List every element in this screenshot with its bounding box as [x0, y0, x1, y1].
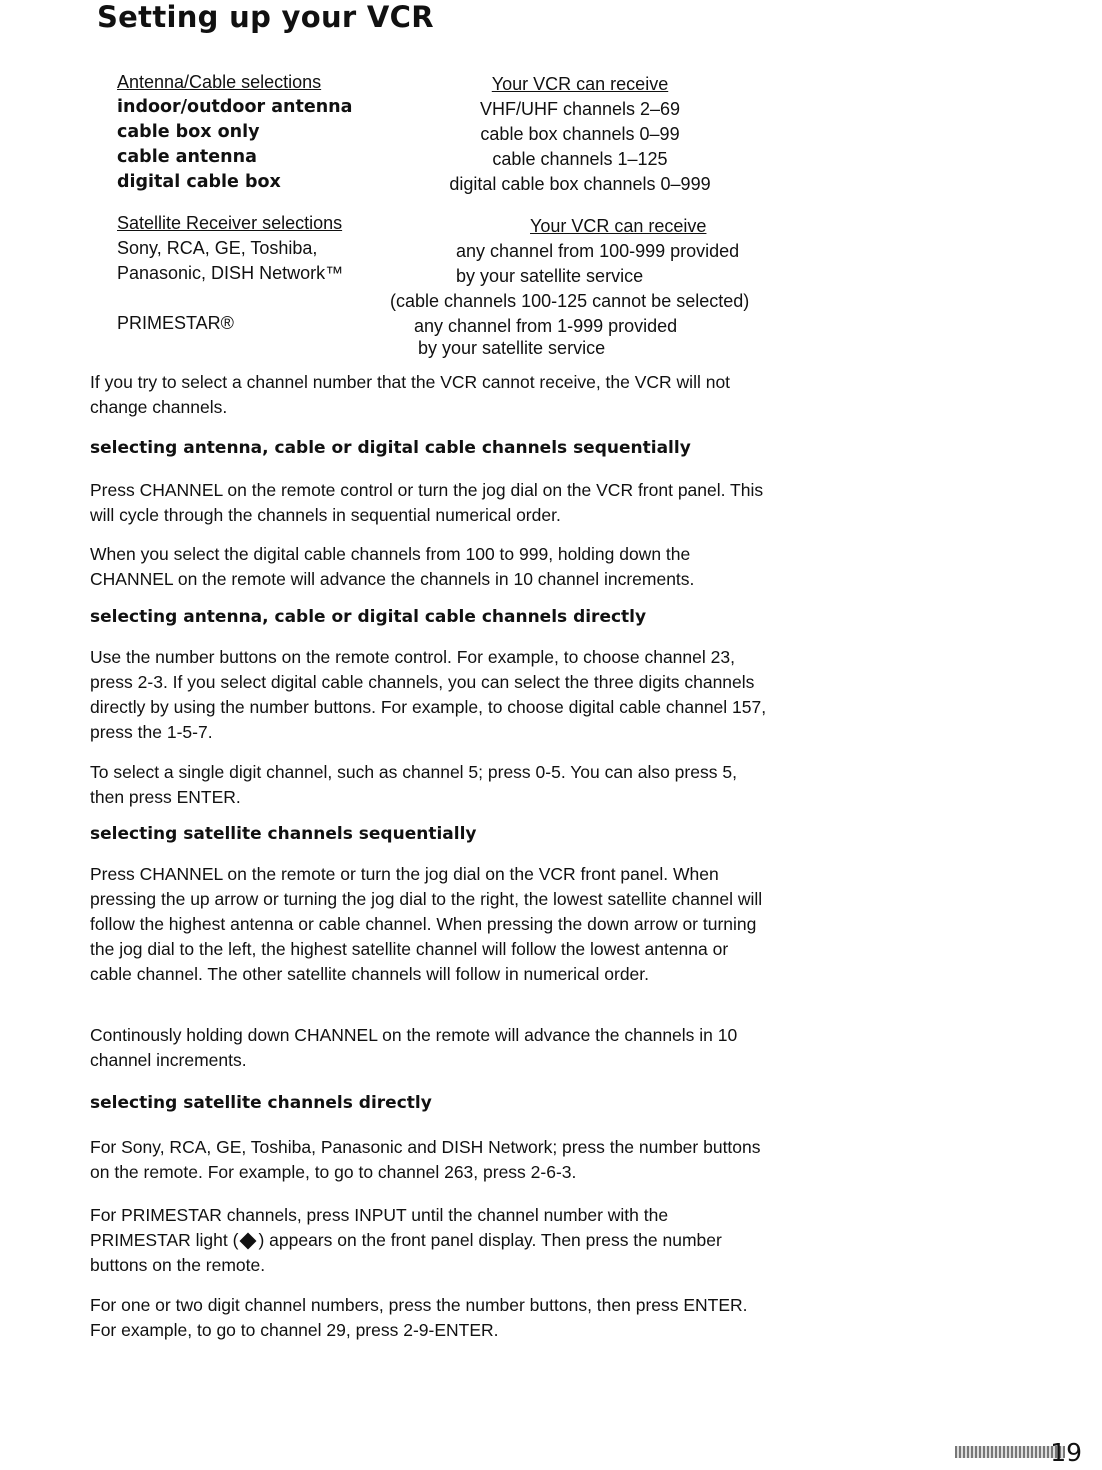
section-heading: selecting antenna, cable or digital cable channels directly: [90, 607, 647, 627]
body-paragraph: For one or two digit channel numbers, press the number buttons, then press ENTER. For example, to go to channel 29, press 2-9-ENTER.: [90, 1295, 748, 1340]
satellite-option: Panasonic, DISH Network™: [117, 263, 344, 283]
body-paragraph: Press CHANNEL on the remote or turn the jog dial on the VCR front panel. When pressing the up arrow or turning the jog dial to the right, the lowest satellite channel will follow the highest antenna or cable channel. When pressing the down arrow or turning the jog dial to the left, the highest satellite channel will follow the lowest antenna or cable channel. The other satellite channels will follow in numerical order.: [90, 864, 763, 984]
section-heading: selecting satellite channels directly: [90, 1093, 432, 1113]
satellite-receive: any channel from 100-999 provided: [456, 241, 740, 261]
decorative-bar: [955, 1446, 1065, 1458]
body-paragraph: Continously holding down CHANNEL on the remote will advance the channels in 10 channel increments.: [90, 1025, 738, 1070]
body-paragraph: Press CHANNEL on the remote control or turn the jog dial on the VCR front panel. This will cycle through the channels in sequential numerical order.: [90, 480, 764, 525]
antenna-receive: VHF/UHF channels 2–69: [479, 99, 681, 119]
primestar-text-after: ) appears on the front panel display. Then press the number buttons on the remote.: [90, 1230, 722, 1275]
satellite-receive-note: (cable channels 100-125 cannot be selected): [390, 291, 750, 311]
body-paragraph: For Sony, RCA, GE, Toshiba, Panasonic and DISH Network; press the number buttons on the remote. For example, to go to channel 263, press 2-6-3.: [90, 1137, 761, 1182]
primestar-text-before: For PRIMESTAR channels, press INPUT until the channel number with the PRIMESTAR light (: [90, 1205, 669, 1250]
body-paragraph: Use the number buttons on the remote control. For example, to choose channel 23, press 2-3. If you select digital cable channels, you can select the three digits channels directly by using the number buttons. For example, to choose digital cable channel 157, press the 1-5-7.: [90, 647, 767, 742]
primestar-paragraph: [90, 1203, 770, 1278]
intro-paragraph: If you try to select a channel number that the VCR cannot receive, the VCR will not change channels.: [90, 372, 731, 417]
body-paragraph: To select a single digit channel, such as channel 5; press 0-5. You can also press 5, then press ENTER.: [90, 762, 737, 807]
satellite-receive-column: [390, 214, 749, 357]
antenna-option: digital cable box: [117, 172, 281, 192]
section-heading: selecting antenna, cable or digital cable channels sequentially: [90, 438, 691, 458]
satellite-receive: by your satellite service: [418, 338, 606, 358]
satellite-heading: Satellite Receiver selections: [117, 213, 343, 233]
satellite-option: Sony, RCA, GE, Toshiba,: [117, 238, 318, 258]
diamond-icon: [240, 1232, 257, 1249]
antenna-receive-heading: Your VCR can receive: [491, 74, 669, 94]
page-title: Setting up your VCR: [97, 0, 434, 34]
page-number: 19: [1050, 1438, 1082, 1467]
body-paragraph: When you select the digital cable channels from 100 to 999, holding down the CHANNEL on the remote will advance the channels in 10 channel increments.: [90, 544, 695, 589]
antenna-options-column: [117, 70, 352, 195]
antenna-option: indoor/outdoor antenna: [117, 97, 353, 117]
satellite-receive: by your satellite service: [456, 266, 644, 286]
antenna-receive: cable channels 1–125: [492, 149, 668, 169]
satellite-option: PRIMESTAR®: [117, 313, 234, 333]
antenna-receive: cable box channels 0–99: [480, 124, 680, 144]
antenna-option: cable antenna: [117, 147, 257, 167]
antenna-receive-column: [420, 72, 740, 197]
antenna-receive: digital cable box channels 0–999: [449, 174, 711, 194]
satellite-receive-heading: Your VCR can receive: [530, 216, 707, 236]
satellite-receive: any channel from 1-999 provided: [414, 316, 678, 336]
antenna-option: cable box only: [117, 122, 260, 142]
antenna-heading: Antenna/Cable selections: [117, 72, 322, 92]
section-heading: selecting satellite channels sequentially: [90, 824, 477, 844]
satellite-options-column: [117, 211, 343, 336]
